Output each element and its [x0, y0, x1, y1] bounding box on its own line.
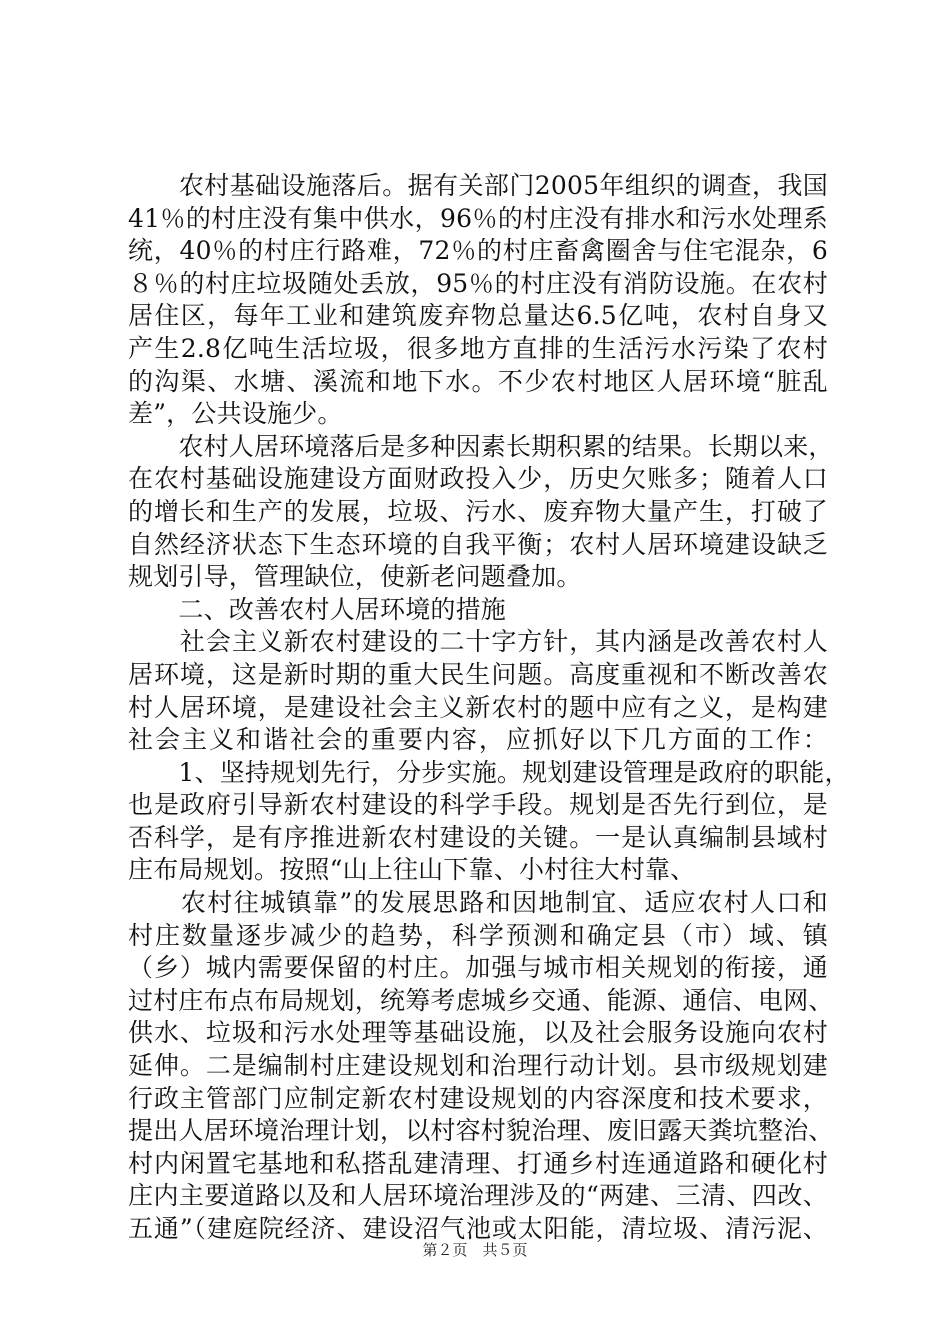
text-line: 村人居环境，是建设社会主义新农村的题中应有之义，是构建: [128, 692, 828, 722]
text-line: 延伸。二是编制村庄建设规划和治理行动计划。县市级规划建: [128, 1051, 828, 1081]
text-line: 农村基础设施落后。据有关部门2005年组织的调查，我国: [128, 171, 828, 200]
document-body: [128, 170, 850, 1246]
text-line: 否科学，是有序推进新农村建设的关键。一是认真编制县域村: [128, 822, 828, 852]
text-line: （乡）城内需要保留的村庄。加强与城市相关规划的衔接，通: [128, 953, 828, 983]
text-line: 产生2.8亿吨生活垃圾，很多地方直排的生活污水污染了农村: [128, 333, 828, 363]
text-line: 农村往城镇靠”的发展思路和因地制宜、适应农村人口和: [128, 888, 828, 918]
text-line: 的增长和生产的发展，垃圾、污水、废弃物大量产生，打破了: [128, 496, 828, 526]
text-line: 行政主管部门应制定新农村建设规划的内容深度和技术要求，: [128, 1083, 828, 1113]
text-line: 1、坚持规划先行，分步实施。规划建设管理是政府的职能，: [128, 757, 850, 787]
text-line: 社会主义和谐社会的重要内容，应抓好以下几方面的工作：: [128, 725, 828, 755]
text-line: 也是政府引导新农村建设的科学手段。规划是否先行到位，是: [128, 790, 828, 820]
page-number-footer: 第２页 共５页: [422, 1241, 528, 1259]
text-line: 的沟渠、水塘、溪流和地下水。不少农村地区人居环境“脏乱: [128, 366, 828, 396]
text-line: 自然经济状态下生态环境的自我平衡；农村人居环境建设缺乏: [128, 529, 828, 559]
text-line: 提出人居环境治理计划，以村容村貌治理、废旧露天粪坑整治、: [128, 1116, 834, 1146]
text-line: 五通”（建庭院经济、建设沼气池或太阳能，清垃圾、清污泥、: [128, 1214, 828, 1243]
text-line: 居住区，每年工业和建筑废弃物总量达6.5亿吨，农村自身又: [128, 301, 828, 331]
section-heading: 二、改善农村人居环境的措施: [128, 594, 507, 624]
text-line: 统，40％的村庄行路难，72％的村庄畜禽圈舍与住宅混杂，6: [128, 236, 828, 266]
text-line: 村庄数量逐步减少的趋势，科学预测和确定县（市）域、镇: [128, 920, 828, 950]
text-line: 庄内主要道路以及和人居环境治理涉及的“两建、三清、四改、: [128, 1181, 828, 1211]
text-line: 41％的村庄没有集中供水，96％的村庄没有排水和污水处理系: [128, 203, 828, 233]
text-line: 庄布局规划。按照“山上往山下靠、小村往大村靠、: [128, 855, 696, 885]
text-line: 在农村基础设施建设方面财政投入少，历史欠账多；随着人口: [128, 464, 828, 494]
text-line: 供水、垃圾和污水处理等基础设施，以及社会服务设施向农村: [128, 1018, 828, 1048]
text-line: 社会主义新农村建设的二十字方针，其内涵是改善农村人: [128, 627, 828, 657]
text-line: 农村人居环境落后是多种因素长期积累的结果。长期以来，: [128, 431, 834, 461]
text-line: ８％的村庄垃圾随处丢放，95％的村庄没有消防设施。在农村: [128, 268, 828, 298]
text-line: 差”，公共设施少。: [128, 399, 343, 429]
text-line: 村内闲置宅基地和私搭乱建清理、打通乡村连通道路和硬化村: [128, 1148, 828, 1178]
text-line: 居环境，这是新时期的重大民生问题。高度重视和不断改善农: [128, 659, 828, 689]
text-line: 规划引导，管理缺位，使新老问题叠加。: [128, 562, 582, 592]
text-line: 过村庄布点布局规划，统筹考虑城乡交通、能源、通信、电网、: [128, 985, 834, 1015]
